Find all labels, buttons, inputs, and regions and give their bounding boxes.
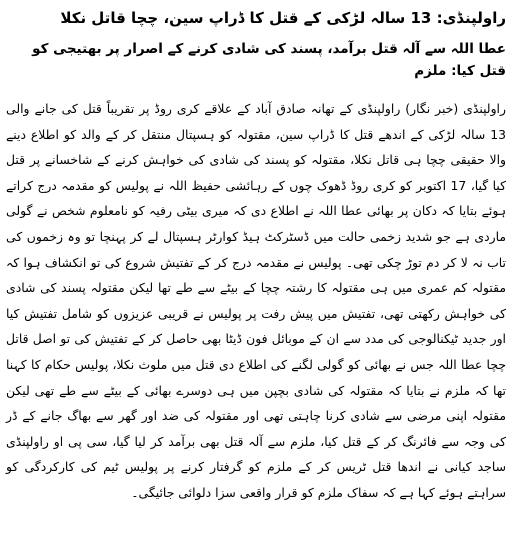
article-headline: راولپنڈی: 13 سالہ لڑکی کے قتل کا ڈراپ سین، چچا قاتل نکلا	[60, 9, 506, 27]
article-subheadline: عطا اللہ سے آلہ قتل برآمد، پسند کی شادی کرنے کے اصرار پر بھتیجی کو قتل کیا: ملزم	[32, 41, 506, 79]
article-body: راولپنڈی (خبر نگار) راولپنڈی کے تھانہ صادق آباد کے علاقے کری روڈ پر تقریباً قتل کی جانے والی 13 سالہ لڑکی کے اندھے قتل کا ڈراپ سین، مقتولہ کو ہسپتال منتقل کر کے والد کو اطلاع دینے والا حقیقی چچا ہی قاتل نکلا، مقتولہ کو پسند کی شادی کی خواہش کرنے کے شاخسانے پر قتل کیا گیا، 17 اکتوبر کو کری روڈ ڈھوک چوں کے رہائشی حفیظ اللہ نے پولیس کو مقدمہ درج کراتے ہوئے بتایا کہ دکان پر بھائی عطا اللہ نے اطلاع دی کہ میری بیٹی رفیہ کو نامعلوم شخص نے گولی ماردی ہے جو شدید زخمی حالت میں ڈسٹرکٹ ہیڈ کوارٹر ہسپتال لے کر پہنچا تو وہ زخموں کی تاب نہ لا کر دم توڑ چکی تھی۔ پولیس نے مقدمہ درج کر کے تفتیش شروع کی تو انکشاف ہوا کہ مقتولہ کم عمری میں ہی مقتولہ کا رشتہ چچا کے بیٹے سے طے تھا لیکن مقتولہ پسند کی شادی کی خواہش رکھتی تھی، تفتیش میں پیش رفت پر پولیس نے قریبی عزیزوں کو شامل تفتیش کیا اور جدید ٹیکنالوجی کی مدد سے ان کے موبائل فون ڈیٹا بھی حاصل کر کے تفتیش کی تو اصل قاتل چچا عطا اللہ جس نے بھائی کو گولی لگنے کی اطلاع دی قتل میں ملوث نکلا، پولیس حکام کا کہنا تھا کہ ملزم نے بتایا کہ مقتولہ کی شادی بچپن میں ہی دوسرے بھائی کے بیٹے سے طے تھی لیکن مقتولہ اپنی مرضی سے شادی کرنا چاہتی تھی اور مقتولہ کی ضد اور گھر سے بھاگ جانے کے ڈر کی وجہ سے فائرنگ کر کے قتل کیا، ملزم سے آلہ قتل بھی برآمد کر لیا گیا، سی پی او راولپنڈی ساجد کیانی نے اندھا قتل ٹریس کر کے ملزم کو گرفتار کرنے پر پولیس ٹیم کی کارکردگی کو سراہتے ہوئے کہا ہے کہ سفاک ملزم کو قرار واقعی سزا دلوائی جائیگی۔	[6, 101, 506, 500]
